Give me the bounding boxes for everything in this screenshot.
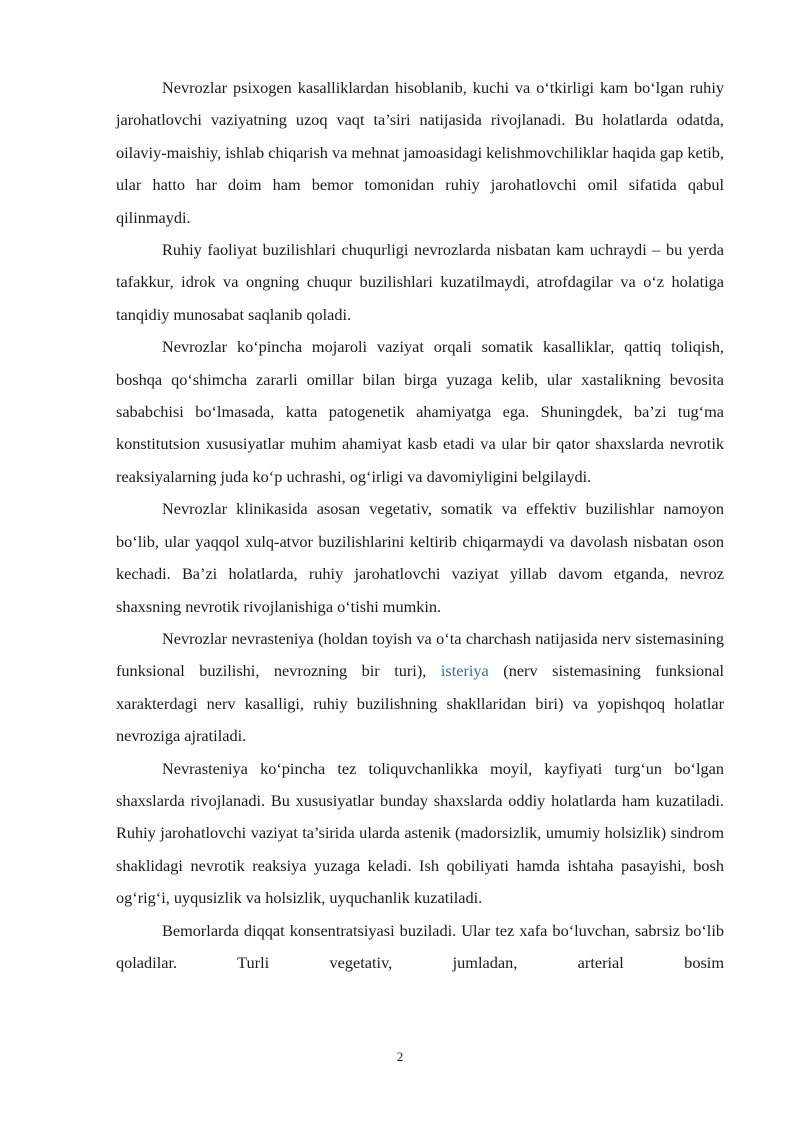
isteriya-link[interactable]: isteriya xyxy=(440,661,489,681)
document-body xyxy=(116,72,724,979)
paragraph-text-before-link: Nevrozlar nevrasteniya (holdan toyish va o‘ta charchash natijasida nerv sistemasining funksional buzilishi, nevrozning bir turi), xyxy=(116,628,724,681)
paragraph-conflict-situations: Nevrozlar ko‘pincha mojaroli vaziyat orqali somatik kasalliklar, qattiq toliqish, boshqa qo‘shimcha zararli omillar bilan birga yuzaga kelib, ular xastalikning bevosita sababchisi bo‘lmasada, katta patogenetik ahamiyatga ega. Shuningdek, ba’zi tug‘ma konstitutsion xususiyatlar muhim ahamiyat kasb etadi va ular bir qator shaxslarda nevrotik reaksiyalarning juda ko‘p uchrashi, og‘irligi va davomiyligini belgilaydi. xyxy=(116,337,724,486)
page-number: 2 xyxy=(396,1049,404,1064)
paragraph-text-after-link: (nerv sistemasining funksional xarakterdagi nerv kasalligi, ruhiy buzilishning shakllaridan biri) va yopishqoq holatlar nevroziga ajratiladi. xyxy=(116,661,725,746)
paragraph-clinical-picture: Nevrozlar klinikasida asosan vegetativ, somatik va effektiv buzilishlar namoyon bo‘lib, ular yaqqol xulq-atvor buzilishlarini keltirib chiqarmaydi va davolash nisbatan oson kechadi. Ba’zi holatlarda, ruhiy jarohatlovchi vaziyat yillab davom etganda, nevroz shaxsning nevrotik rivojlanishiga o‘tishi mumkin. xyxy=(116,499,724,616)
paragraph-neurasthenia: Nevrasteniya ko‘pincha tez toliquvchanlikka moyil, kayfiyati turg‘un bo‘lgan shaxslarda rivojlanadi. Bu xususiyatlar bunday shaxslarda oddiy holatlarda ham kuzatiladi. Ruhiy jarohatlovchi vaziyat ta’sirida ularda astenik (madorsizlik, umumiy holsizlik) sindrom shaklidagi nevrotik reaksiya yuzaga keladi. Ish qobiliyati hamda ishtaha pasayishi, bosh og‘rig‘i, uyqusizlik va holsizlik, uyquchanlik kuzatiladi. xyxy=(116,758,724,908)
paragraph-neurosis-types xyxy=(116,623,724,753)
paragraph-neuroses-definition: Nevrozlar psixogen kasalliklardan hisoblanib, kuchi va o‘tkirligi kam bo‘lgan ruhiy jarohatlovchi vaziyatning uzoq vaqt ta’siri natijasida rivojlanadi. Bu holatlarda odatda, oilaviy-maishiy, ishlab chiqarish va mehnat jamoasidagi kelishmovchiliklar haqida gap ketib, ular hatto har doim ham bemor tomonidan ruhiy jarohatlovchi omil sifatida qabul qilinmaydi. xyxy=(116,78,724,227)
paragraph-patients-attention: Bemorlarda diqqat konsentratsiyasi buziladi. Ular tez xafa bo‘luvchan, sabrsiz bo‘lib qoladilar. Turli vegetativ, jumladan, arterial bosim xyxy=(116,920,724,972)
paragraph-mental-activity: Ruhiy faoliyat buzilishlari chuqurligi nevrozlarda nisbatan kam uchraydi – bu yerda tafakkur, idrok va ongning chuqur buzilishlari kuzatilmaydi, atrofdagilar va o‘z holatiga tanqidiy munosabat saqlanib qoladi. xyxy=(116,240,724,324)
